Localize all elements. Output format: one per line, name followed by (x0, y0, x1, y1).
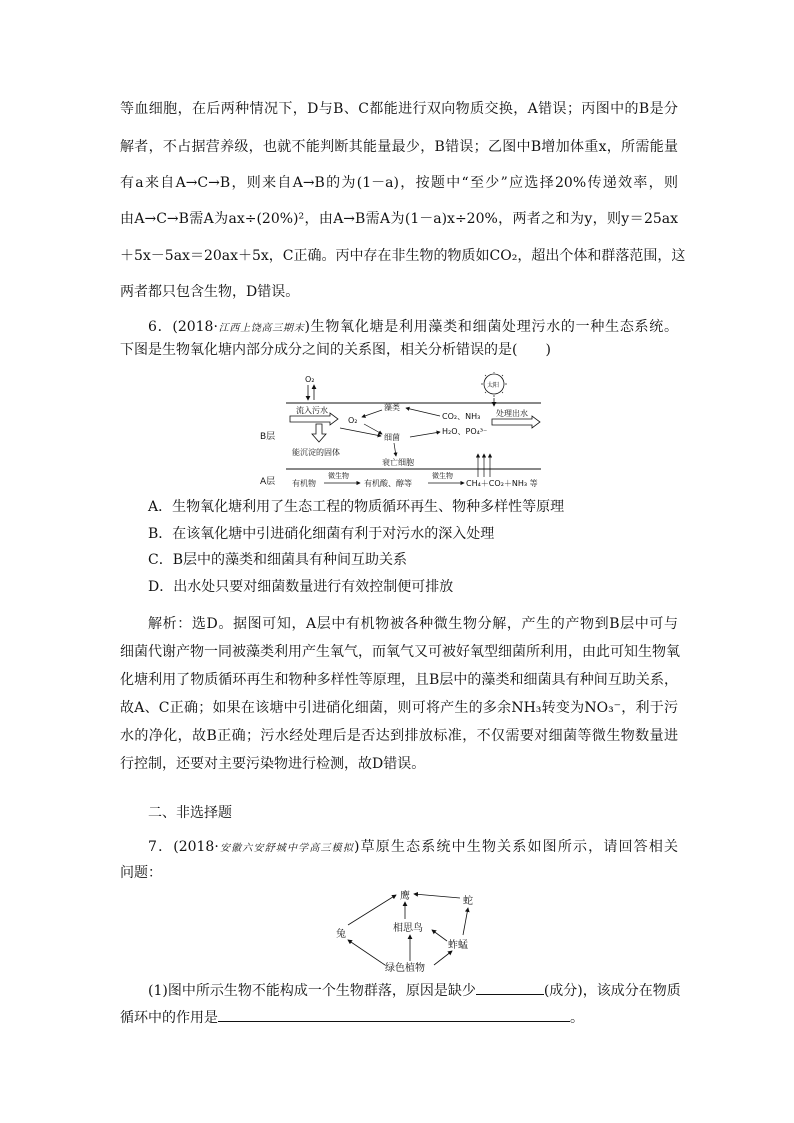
dead-cells-label: 衰亡细胞 (382, 458, 414, 467)
q7-stem-line1 (148, 837, 678, 859)
plants-to-grasshopper-arrow (434, 951, 452, 965)
rabbit-to-eagle-arrow (348, 895, 396, 925)
layer-b-label: B层 (260, 432, 276, 442)
o2-top-label: O₂ (305, 375, 315, 384)
analysis-line: 行控制，还要对主要污染物进行检测，故D错误。 (120, 756, 426, 772)
microbe-label-2: 微生物 (432, 472, 453, 480)
text-line: 由A→C→B需A为ax÷(20%)²，由A→B需A为(1－a)x÷20%，两者之和为y，则y＝25ax (120, 211, 678, 227)
q6-stem-line2: 下图是生物氧化塘内部分成分之间的关系图，相关分析错误的是( ) (120, 342, 551, 358)
q6-option-c: C．B层中的藻类和细菌具有种间互助关系 (148, 552, 407, 568)
analysis-line: 细菌代谢产物一同被藻类利用产生氧气，而氧气又可被好氧型细菌所利用，由此可知生物氧 (120, 644, 680, 660)
q7-sub1-line1 (148, 980, 681, 1001)
text-line: ＋5x－5ax＝20ax＋5x，C正确。丙中存在非生物的物质如CO₂，超出个体和群落范围，这 (120, 248, 686, 264)
q6-stem-text: )生物氧化塘是利用藻类和细菌处理污水的一种生态系统。 (304, 319, 679, 335)
inflow-label: 流入污水 (296, 406, 328, 415)
analysis-line: 故A、C正确；如果在该塘中引进硝化细菌，则可将产生的多余NH₃转变为NO₃⁻，利于污 (120, 700, 678, 716)
plants-label: 绿色植物 (385, 963, 425, 974)
text-line: 解者，不占据营养级，也就不能判断其能量最少，B错误；乙图中B增加体重x，所需能量 (120, 139, 678, 155)
o2-to-bacteria-arrow (364, 424, 382, 434)
q7-sub1-text-c: 循环中的作用是 (120, 1010, 218, 1026)
q7-stem-text: )草原生态系统中生物关系如图所示，请回答相关 (354, 839, 679, 855)
answer-blank[interactable] (218, 1007, 570, 1022)
q7-prefix: 7．(2018· (148, 839, 219, 855)
answer-blank[interactable] (476, 980, 544, 995)
snake-to-eagle-arrow (414, 894, 460, 898)
grasshopper-to-bird-arrow (432, 930, 447, 941)
sinking-arrow (312, 424, 326, 442)
q7-sub1-end: 。 (570, 1010, 584, 1026)
plants-to-rabbit-arrow (348, 940, 385, 965)
q7-sub1-text-b: (成分)，该成分在物质 (543, 983, 681, 999)
organic-label: 有机物 (292, 479, 316, 488)
eagle-label: 鹰 (400, 891, 410, 902)
bird-label: 相思鸟 (393, 923, 423, 934)
text-line: 有a来自A→C→B，则来自A→B的为(1－a)，按题中“至少”应选择20%传递效率，则 (120, 175, 678, 191)
q7-sub1-line2 (120, 1007, 678, 1028)
q6-option-a: A．生物氧化塘利用了生态工程的物质循环再生、物种多样性等原理 (148, 499, 565, 515)
products-label: CH₄＋CO₂＋NH₃ 等 (466, 479, 538, 488)
outflow-label: 处理出水 (496, 409, 528, 418)
layer-a-label: A层 (260, 477, 276, 487)
microbe-label-1: 微生物 (328, 472, 349, 480)
analysis-line: 解析：选D。据图可知，A层中有机物被各种微生物分解，产生的产物到B层中可与 (148, 616, 678, 632)
section-heading: 二、非选择题 (148, 805, 232, 821)
co2-to-algae-arrow (406, 408, 440, 416)
algae-label: 藻类 (384, 403, 400, 412)
snake-label: 蛇 (463, 896, 473, 907)
sun-label: 太阳 (487, 382, 500, 389)
q7-stem-line2: 问题： (120, 865, 162, 881)
algae-to-o2-arrow (362, 410, 382, 417)
text-line: 两者都只包含生物，D错误。 (120, 284, 300, 300)
grasshopper-label: 蚱蜢 (448, 940, 468, 951)
q6-option-b: B．在该氧化塘中引进硝化细菌有利于对污水的深入处理 (148, 526, 495, 542)
q6-source: 江西上饶高三期末 (217, 323, 305, 334)
bacteria-label: 细菌 (384, 433, 400, 442)
bacteria-to-inorganic-arrow (410, 432, 440, 437)
acids-label: 有机酸、醇等 (364, 479, 412, 488)
oxidation-pond-diagram (256, 372, 546, 492)
inorganic-label-1: CO₂、NH₃ (442, 412, 481, 421)
food-web-diagram (330, 885, 480, 975)
q6-option-d: D．出水处只要对细菌数量进行有效控制便可排放 (148, 579, 454, 595)
sun-icon (481, 372, 507, 397)
inflow-to-bacteria-arrow (340, 428, 381, 436)
analysis-line: 水的净化，故B正确；污水经处理后是否达到排放标准，不仅需要对细菌等微生物数量进 (120, 728, 678, 744)
q7-source: 安徽六安舒城中学高三模拟 (218, 843, 354, 854)
bacteria-to-dead-arrow (394, 443, 396, 456)
o2-mid-label: O₂ (348, 416, 358, 425)
inorganic-label-2: H₂O、PO₄³⁻ (442, 427, 488, 436)
text-line: 等血细胞，在后两种情况下，D与B、C都能进行双向物质交换，A错误；丙图中的B是分 (120, 101, 678, 117)
rabbit-label: 兔 (336, 929, 346, 940)
q6-prefix: 6．(2018· (148, 319, 218, 335)
solids-label: 能沉淀的固体 (292, 448, 340, 457)
q6-stem-line1 (148, 317, 678, 339)
grasshopper-to-snake-arrow (463, 908, 468, 935)
q7-sub1-text-a: (1)图中所示生物不能构成一个生物群落，原因是缺少 (148, 983, 476, 999)
analysis-line: 化塘利用了物质循环再生和物种多样性等原理，且B层中的藻类和细菌具有种间互助关系， (120, 672, 678, 688)
